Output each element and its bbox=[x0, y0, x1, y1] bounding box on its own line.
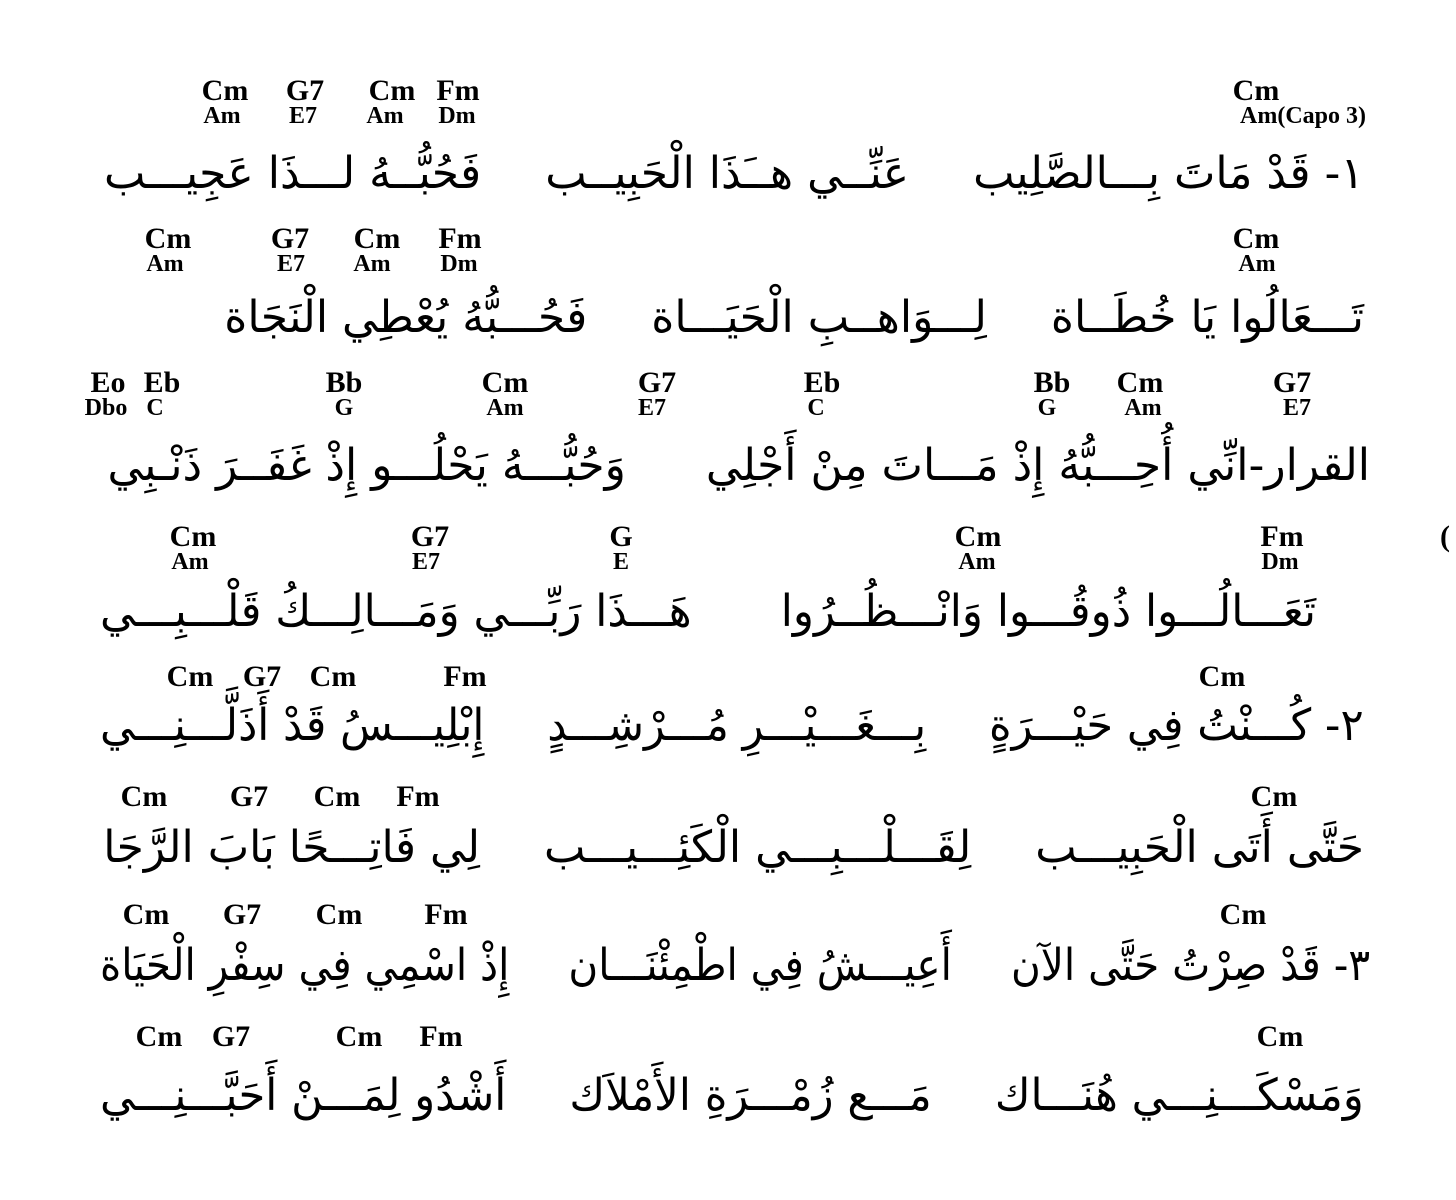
chord: Cm bbox=[1198, 660, 1246, 693]
lyric-segment: لِـــوَاهــبِ الْحَيَـــاة bbox=[651, 292, 987, 343]
chord-alt: E7 bbox=[288, 103, 318, 129]
lyric-segment: أَشْدُو لِمَـــنْ أَحَبَّـــنِـــي bbox=[100, 1070, 507, 1121]
chord: Cm bbox=[166, 660, 214, 693]
chord-alt: C bbox=[146, 395, 164, 421]
chord-alt: E7 bbox=[637, 395, 667, 421]
chord-alt: Am bbox=[486, 395, 524, 421]
margin-mark: ( bbox=[1440, 520, 1450, 553]
chord: Cm bbox=[368, 74, 416, 107]
chord: Cm bbox=[1219, 898, 1267, 931]
chord: Cm bbox=[353, 222, 401, 255]
chord: G7 bbox=[285, 74, 325, 107]
chord: Cm bbox=[135, 1020, 183, 1053]
chord-alt: G bbox=[1037, 395, 1057, 421]
lyric-line bbox=[100, 1070, 1364, 1123]
chord: Cm bbox=[1250, 780, 1298, 813]
chord: Fm bbox=[436, 74, 480, 107]
lyric-segment: وَحُبُّـــهُ يَحْلُـــو إِذْ غَفَــرَ ذَنْـبِي bbox=[107, 440, 626, 491]
chord-alt: C bbox=[807, 395, 825, 421]
chord-alt: Am bbox=[171, 549, 209, 575]
chord: Cm bbox=[1256, 1020, 1304, 1053]
chord: Eo bbox=[90, 366, 126, 399]
chord: Cm bbox=[335, 1020, 383, 1053]
chord-alt: E7 bbox=[411, 549, 441, 575]
chord: Bb bbox=[1033, 366, 1071, 399]
chord-alt: Am bbox=[958, 549, 996, 575]
chord: Cm bbox=[169, 520, 217, 553]
chord: G7 bbox=[242, 660, 282, 693]
chord: G7 bbox=[270, 222, 310, 255]
chord: Cm bbox=[120, 780, 168, 813]
chord-alt: Am bbox=[146, 251, 184, 277]
chord-alt: E7 bbox=[1282, 395, 1312, 421]
chord: Cm bbox=[1232, 74, 1280, 107]
lyric-segment: فَحُـــبُّهُ يُعْطِي الْنَجَاة bbox=[224, 292, 588, 343]
chord: G7 bbox=[637, 366, 677, 399]
lyric-segment: عَنِّــي هــَذَا الْحَبِيــب bbox=[545, 148, 910, 199]
chord-alt: Am bbox=[366, 103, 404, 129]
chord: Cm bbox=[315, 898, 363, 931]
chord: Cm bbox=[144, 222, 192, 255]
chord-alt: Am bbox=[1238, 251, 1276, 277]
lyric-line bbox=[100, 586, 1316, 639]
chord-alt: Am bbox=[203, 103, 241, 129]
chord: Cm bbox=[309, 660, 357, 693]
lyric-segment: تَـــعَالُوا يَا خُطَــاة bbox=[1050, 292, 1364, 343]
chord-alt: Dm bbox=[440, 251, 478, 277]
chord: Cm bbox=[481, 366, 529, 399]
chord: Cm bbox=[313, 780, 361, 813]
chord: Fm bbox=[1260, 520, 1304, 553]
lyric-line bbox=[100, 700, 1364, 753]
lyric-segment: لِي فَاتِـــحًا بَابَ الرَّجَا bbox=[103, 822, 481, 873]
chord: G7 bbox=[222, 898, 262, 931]
chord-alt: Am(Capo 3) bbox=[1240, 103, 1366, 129]
chord: Bb bbox=[325, 366, 363, 399]
chord: Cm bbox=[1232, 222, 1280, 255]
lyric-segment: ١- قَدْ مَاتَ بِـــالصَّلِيب bbox=[973, 148, 1364, 199]
lyric-line bbox=[104, 148, 1364, 201]
chord: Fm bbox=[438, 222, 482, 255]
lyric-segment: بِـــغَـــيْـــرِ مُـــرْشِـــدٍ bbox=[547, 700, 927, 751]
chord-alt: Am bbox=[353, 251, 391, 277]
chord: G7 bbox=[410, 520, 450, 553]
lyric-line bbox=[224, 292, 1364, 345]
chord: G7 bbox=[229, 780, 269, 813]
chord: G bbox=[609, 520, 633, 553]
chord: Cm bbox=[122, 898, 170, 931]
chord: Fm bbox=[443, 660, 487, 693]
lyric-segment: هَـــذَا رَبِّـــي وَمَـــالِـــكُ قَلْـــبِـــي bbox=[99, 586, 692, 637]
chord-alt: Dbo bbox=[84, 395, 128, 421]
lyric-segment: إِبْلِيـــسُ قَدْ أَذَلَّـــنِـــي bbox=[100, 700, 485, 751]
chord: Cm bbox=[954, 520, 1002, 553]
chord-alt: Dm bbox=[1261, 549, 1299, 575]
lyric-segment: تَعَـــالُـــوا ذُوقُـــوا وَانْـــظُــرُوا bbox=[780, 586, 1316, 637]
chord: Cm bbox=[201, 74, 249, 107]
chord: Fm bbox=[396, 780, 440, 813]
chord: Eb bbox=[143, 366, 181, 399]
chord-alt: Am bbox=[1124, 395, 1162, 421]
chord: G7 bbox=[1272, 366, 1312, 399]
lyric-line bbox=[100, 940, 1370, 993]
lyric-line bbox=[107, 440, 1370, 493]
lyric-segment: حَتَّى أَتَى الْحَبِيـــب bbox=[1035, 822, 1364, 873]
chord: Fm bbox=[424, 898, 468, 931]
chord-alt: G bbox=[334, 395, 354, 421]
chord: Fm bbox=[419, 1020, 463, 1053]
chord: Cm bbox=[1116, 366, 1164, 399]
lyric-segment: ٢- كُـــنْتُ فِي حَيْـــرَةٍ bbox=[989, 700, 1364, 751]
chord-alt: E bbox=[612, 549, 630, 575]
lyric-segment: لِقَـــلْـــبِـــي الْكَئِـــيـــب bbox=[544, 822, 972, 873]
lyric-segment: وَمَسْكَـــنِـــي هُنَـــاك bbox=[995, 1070, 1364, 1121]
chord: G7 bbox=[211, 1020, 251, 1053]
lyric-segment: إِذْ اسْمِي فِي سِفْرِ الْحَيَاة bbox=[99, 940, 510, 991]
lyric-segment: مَـــع زُمْـــرَةِ الأَمْلاَك bbox=[569, 1070, 933, 1121]
lyric-segment: ٣- قَدْ صِرْتُ حَتَّى الآن bbox=[1010, 940, 1370, 991]
lyric-segment: القرار-انِّي أُحِـــبُّهُ إِذْ مَـــاتَ مِنْ أَجْلِي bbox=[705, 440, 1370, 491]
lyric-segment: أَعِيـــشُ فِي اطْمِئْنَـــان bbox=[568, 940, 952, 991]
lyric-line bbox=[103, 822, 1364, 875]
chord: Eb bbox=[803, 366, 841, 399]
lyric-segment: فَحُبُّــهُ لـــذَا عَجِيـــب bbox=[103, 148, 482, 199]
chord-alt: E7 bbox=[276, 251, 306, 277]
chord-alt: Dm bbox=[438, 103, 476, 129]
